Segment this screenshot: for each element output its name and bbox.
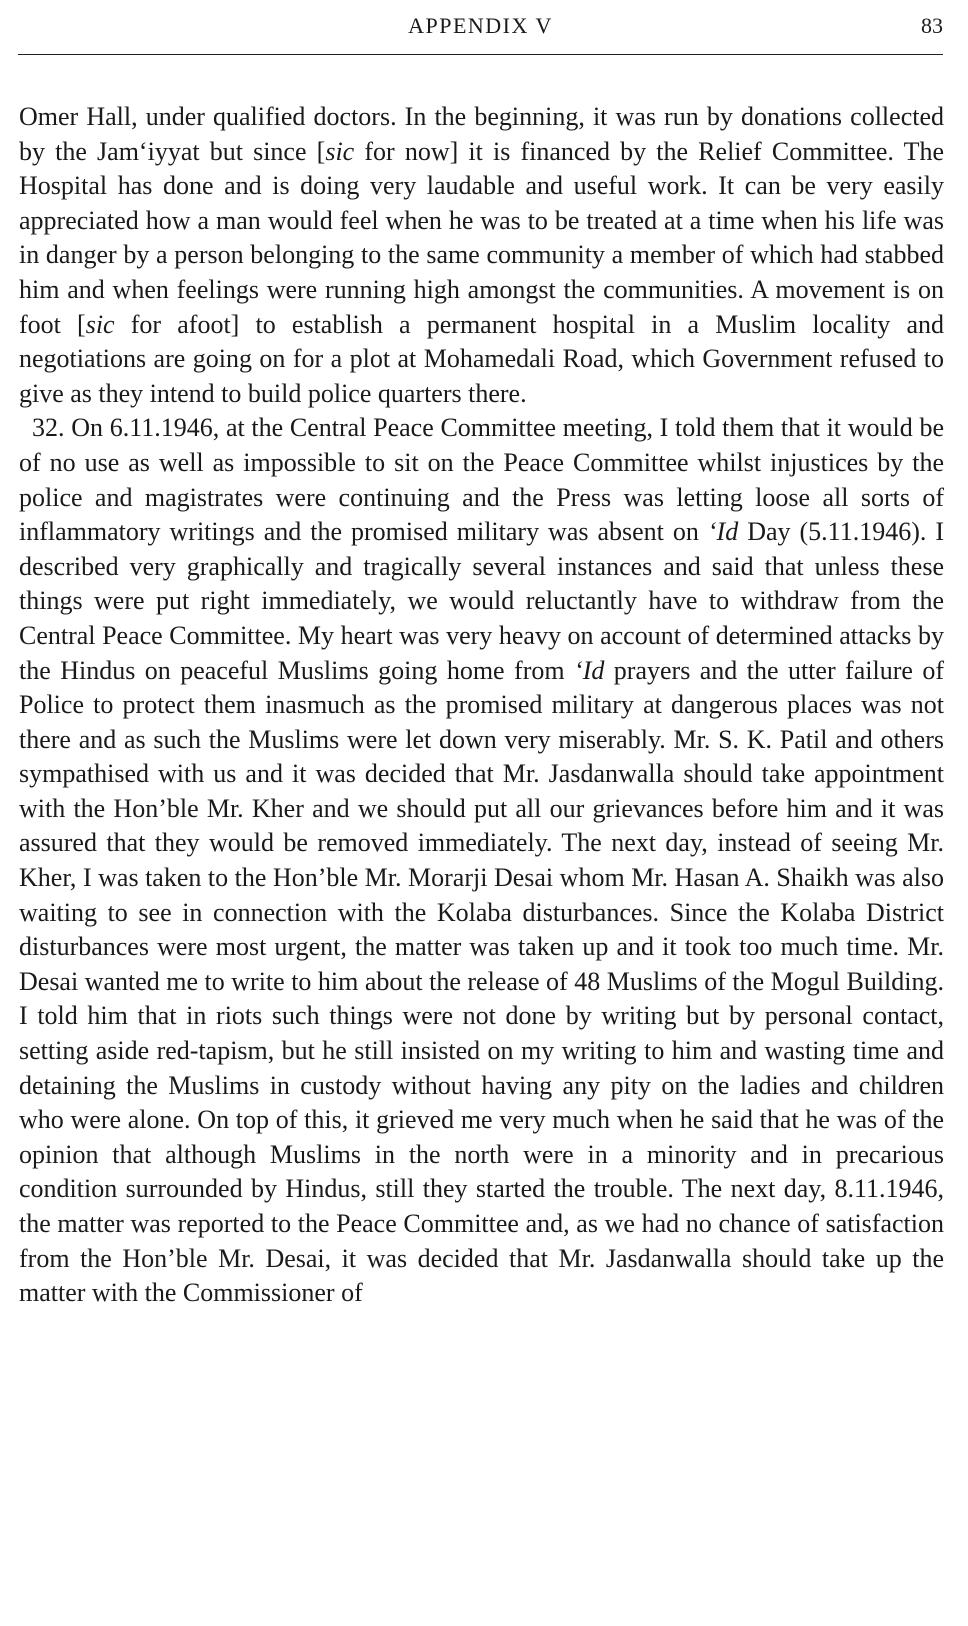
- paragraph-32: [19, 411, 944, 1310]
- page-number: 83: [921, 13, 943, 38]
- text-segment: 32. On 6.11.1946, at the Central Peace Committee meeting, I told them that it would be of no use as well as impossible to sit on the Peace Committee whilst injustices by the police and magistrates were continuing and the Press was letting loose all sorts of inflammatory writings and the promised military was absent on: [19, 413, 944, 547]
- text-segment: for afoot] to establish a permanent hospital in a Muslim locality and negotiations are going on for a plot at Mohamedali Road, which Government refused to give as they intend to build police quarters there.: [19, 309, 945, 408]
- text-segment: Day (5.11.1946). I described very graphically and tragically several instances and said that unless these things were put right immediately, we would reluctantly have to withdraw from the Central Peace Committee. My heart was very heavy on account of determined attacks by the Hindus on peaceful Muslims going home from: [19, 517, 944, 685]
- running-title: APPENDIX V: [408, 13, 553, 38]
- text-segment-italic: ‘Id: [707, 517, 739, 547]
- text-segment-italic: sic: [325, 136, 355, 166]
- text-segment: prayers and the utter failure of Police to protect them inasmuch as the promised military at dangerous places was not there and as such the Muslims were let down very miserably. Mr. S. K. Patil and others sympathised with us and it was decided that Mr. Jasdanwalla should take appointment with the Hon’ble Mr. Kher and we should put all our grievances before him and it was assured that they would be removed immediately. The next day, instead of seeing Mr. Kher, I was taken to the Hon’ble Mr. Morarji Desai whom Mr. Hasan A. Shaikh was also waiting to see in connection with the Kolaba disturbances. Since the Kolaba District disturbances were most urgent, the matter was taken up and it took too much time. Mr. Desai wanted me to write to him about the release of 48 Muslims of the Mogul Building. I told him that in riots such things were not done by writing but by personal contact, setting aside red-tapism, but he still insisted on my writing to him and wasting time and detaining the Muslims in custody without having any pity on the ladies and children who were alone. On top of this, it grieved me very much when he said that he was of the opinion that although Muslims in the north were in a minority and in precarious condition surrounded by Hindus, still they started the trouble. The next day, 8.11.1946, the matter was reported to the Peace Committee and, as we had no chance of satisfaction from the Hon’ble Mr. Desai, it was decided that Mr. Jasdanwalla should take up the matter with the Commissioner of: [19, 655, 945, 1308]
- running-head: [18, 10, 943, 42]
- header-rule: [18, 54, 943, 55]
- text-segment: for now] it is financed by the Relief Committee. The Hospital has done and is doing very laudable and useful work. It can be very easily appreciated how a man would feel when he was to be treated at a time when his life was in danger by a person belonging to the same community a member of which had stabbed him and when feelings were running high amongst the communities. A movement is on foot [: [19, 136, 944, 339]
- body-text: [19, 100, 944, 1311]
- paragraph-hospital: [19, 100, 944, 411]
- text-segment: Omer Hall, under qualified doctors. In the beginning, it was run by donations collected by the Jam‘iyyat but since [: [19, 102, 944, 166]
- text-segment-italic: sic: [85, 309, 115, 339]
- text-segment-italic: ‘Id: [574, 655, 605, 685]
